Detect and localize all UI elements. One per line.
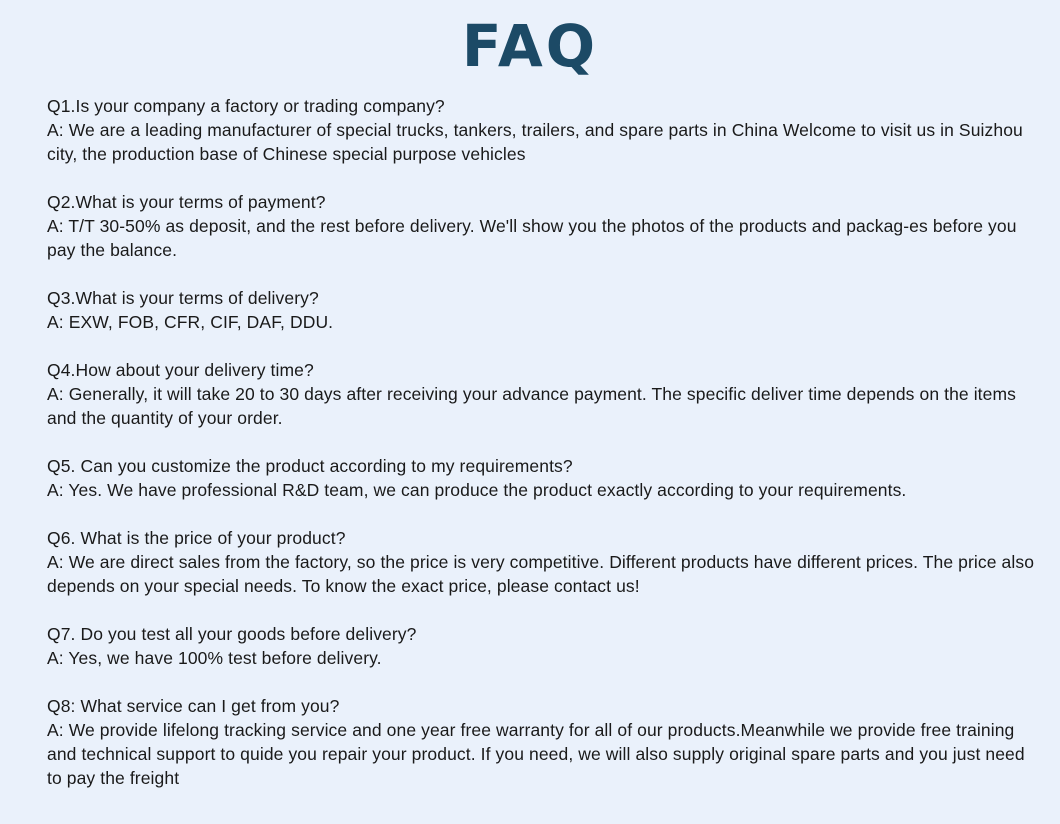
faq-answer: A: T/T 30-50% as deposit, and the rest before delivery. We'll show you the photos of the products and packag-es before you pay the balance.: [47, 216, 1017, 260]
faq-answer: A: Yes, we have 100% test before delivery.: [47, 648, 382, 668]
faq-question: Q3.What is your terms of delivery?: [47, 288, 319, 308]
faq-item-3: [47, 286, 1037, 334]
faq-item-5: [47, 454, 1037, 502]
faq-item-7: [47, 622, 1037, 670]
faq-answer: A: EXW, FOB, CFR, CIF, DAF, DDU.: [47, 312, 334, 332]
faq-item-6: [47, 526, 1037, 598]
faq-item-4: [47, 358, 1037, 430]
faq-answer: A: Yes. We have professional R&D team, we can produce the product exactly according to your requirements.: [47, 480, 907, 500]
faq-answer: A: Generally, it will take 20 to 30 days after receiving your advance payment. The specific deliver time depends on the items and the quantity of your order.: [47, 384, 1017, 428]
faq-item-2: [47, 190, 1037, 262]
faq-answer: A: We provide lifelong tracking service and one year free warranty for all of our products.Meanwhile we provide free training and technical support to quide you repair your product. If you need, we will also supply original spare parts and you just need to pay the freight: [47, 720, 1025, 788]
faq-question: Q1.Is your company a factory or trading company?: [47, 96, 445, 116]
faq-question: Q8: What service can I get from you?: [47, 696, 340, 716]
faq-question: Q6. What is the price of your product?: [47, 528, 346, 548]
faq-item-1: [47, 94, 1037, 166]
faq-answer: A: We are direct sales from the factory, so the price is very competitive. Different products have different prices. The price also depends on your special needs. To know the exact price, please contact us!: [47, 552, 1035, 596]
faq-question: Q7. Do you test all your goods before delivery?: [47, 624, 417, 644]
faq-question: Q5. Can you customize the product according to my requirements?: [47, 456, 573, 476]
faq-question: Q4.How about your delivery time?: [47, 360, 314, 380]
faq-item-8: [47, 694, 1037, 790]
faq-answer: A: We are a leading manufacturer of special trucks, tankers, trailers, and spare parts in China Welcome to visit us in Suizhou city, the production base of Chinese special purpose vehicles: [47, 120, 1023, 164]
faq-question: Q2.What is your terms of payment?: [47, 192, 326, 212]
faq-list: [47, 94, 1037, 814]
page-title: FAQ: [461, 12, 599, 80]
